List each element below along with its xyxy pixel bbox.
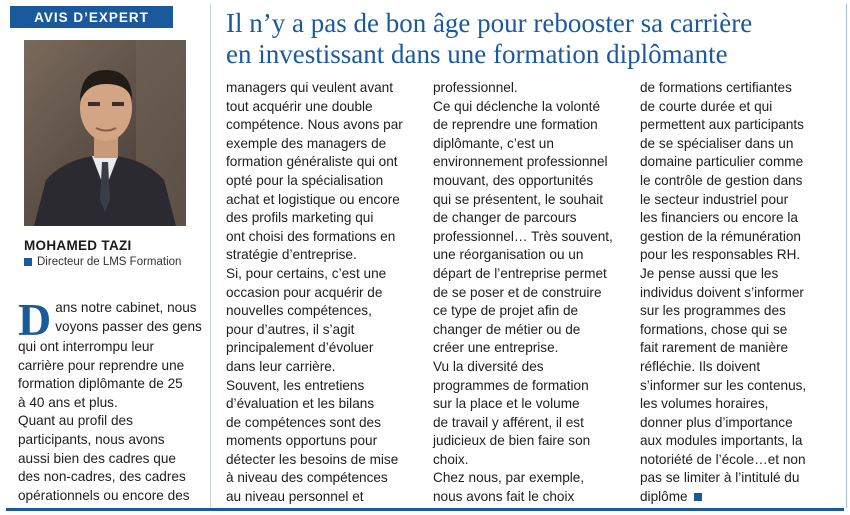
intro-line: ans notre cabinet, nous [55, 300, 197, 315]
text-line: Souvent, les entretiens [226, 377, 365, 393]
text-line: managers qui veulent avant [226, 80, 394, 95]
text-line: créer une entreprise. [433, 340, 559, 356]
text-line: fait rarement de manière [640, 340, 789, 356]
text-line: stratégie d’entreprise. [226, 247, 357, 263]
text-line: formation généraliste qui ont [226, 154, 398, 170]
text-line: judicieux de bien faire son [433, 433, 591, 449]
text-line: opérationnels ou encore des [18, 487, 190, 503]
text-line: tout acquérir une double [226, 98, 373, 114]
text-line: s’informer sur les contenus, [640, 377, 807, 393]
text-line: sur la place et le volume [433, 396, 580, 412]
text-line: occasion pour acquérir de [226, 284, 383, 300]
text-line: au niveau personnel et [226, 489, 364, 505]
text-line: nouvelles compétences, [226, 303, 372, 319]
text-line: Chez nous, par exemple, [433, 470, 585, 486]
text-line: le secteur industriel pour [640, 191, 789, 207]
text-line: domaine particulier comme [640, 154, 804, 170]
text-line: le contrôle de gestion dans [640, 172, 803, 188]
text-line: une réorganisation ou un [433, 247, 584, 263]
text-line: les volumes horaires, [640, 396, 769, 412]
author-name: MOHAMED TAZI [24, 238, 132, 253]
text-line: mouvant, des opportunités [433, 172, 594, 188]
text-line: d’évaluation et les bilans [226, 396, 375, 412]
intro-body [18, 338, 204, 505]
text-line: gestion de la rémunération [640, 228, 801, 244]
bottom-border [6, 508, 844, 511]
text-line: à niveau des compétences [226, 470, 388, 486]
text-line: formation diplômante de 25 [18, 376, 183, 392]
text-line: participants, nous avons [18, 431, 165, 447]
text-line: achat et logistique ou encore [226, 191, 400, 207]
text-line: à 40 ans et plus. [18, 394, 118, 410]
headline-line-1: Il n’y a pas de bon âge pour rebooster sa carrière [226, 8, 753, 38]
text-line: de travail y afférent, il est [433, 414, 584, 430]
text-line: changer de métier ou de [433, 321, 581, 337]
text-line: des profils marketing qui [226, 210, 374, 226]
text-line: pour les responsables RH. [640, 247, 801, 263]
text-line: professionnel… Très souvent, [433, 228, 613, 244]
text-line: exemple des managers de [226, 135, 387, 151]
text-line: de changer de parcours [433, 210, 577, 226]
text-line: aussi bien des cadres que [18, 450, 176, 466]
text-line: des non-cadres, des cadres [18, 469, 186, 485]
text-line: formations, chose qui se [640, 321, 788, 337]
end-of-article-icon [694, 493, 702, 501]
text-line: les financiers ou encore la [640, 210, 798, 226]
section-label: AVIS D’EXPERT [10, 6, 173, 28]
text-line: de compétences sont des [226, 414, 381, 430]
text-column-3 [640, 79, 838, 507]
text-line: programmes de formation [433, 377, 589, 393]
text-line: pour d’autres, il s’agit [226, 321, 355, 337]
text-line: environnement professionnel [433, 154, 608, 170]
text-line: nous avons fait le choix [433, 489, 575, 505]
text-line: ont choisi des formations en [226, 228, 396, 244]
text-line: qui se présentent, le souhait [433, 191, 604, 207]
headline-line-2: en investissant dans une formation diplômante [226, 39, 728, 69]
text-line: Si, pour certains, c’est une [226, 265, 387, 281]
text-line: Ce qui déclenche la volonté [433, 98, 601, 114]
text-column-2 [433, 79, 633, 507]
text-line: Je pense aussi que les [640, 265, 779, 281]
text-line: réfléchie. Ils doivent [640, 358, 761, 374]
text-line: principalement d’évoluer [226, 340, 374, 356]
text-line: dans leur carrière. [226, 358, 336, 374]
text-line: notoriété de l’école…et non [640, 451, 806, 467]
text-line: de se poser et de construire [433, 284, 602, 300]
text-line: permettent aux participants [640, 117, 804, 133]
right-border [846, 4, 847, 508]
author-role-text: Directeur de LMS Formation [37, 256, 182, 268]
column-divider [210, 4, 211, 508]
text-line: de reprendre une formation [433, 117, 598, 133]
text-line: de se spécialiser dans un [640, 135, 794, 151]
text-line: de formations certifiantes [640, 80, 792, 95]
text-line: diplôme [640, 488, 838, 507]
text-line: compétence. Nous avons par [226, 117, 403, 133]
headline [226, 8, 836, 70]
text-line: de courte durée et qui [640, 98, 773, 114]
text-line: donner plus d’importance [640, 414, 793, 430]
text-line: opté pour la spécialisation [226, 172, 384, 188]
text-line: départ de l’entreprise permet [433, 265, 607, 281]
text-line: détecter les besoins de mise [226, 451, 399, 467]
text-line: sur les programmes des [640, 303, 786, 319]
author-photo [24, 40, 186, 226]
text-line: Vu la diversité des [433, 358, 544, 374]
author-role [24, 256, 181, 268]
square-bullet-icon [24, 258, 32, 266]
text-line: aux modules importants, la [640, 433, 803, 449]
text-line: choix. [433, 451, 469, 467]
text-column-1 [226, 79, 422, 507]
text-line: carrière pour reprendre une [18, 357, 185, 373]
text-line: diplômante, c’est un [433, 135, 554, 151]
intro-line: voyons passer des gens [55, 318, 202, 334]
drop-cap: D [18, 294, 52, 345]
text-line: ce type de projet afin de [433, 303, 579, 319]
intro-column [18, 294, 204, 505]
text-line: professionnel. [433, 80, 518, 95]
text-line: pas se limiter à l’intitulé du [640, 470, 800, 486]
portrait-image [24, 40, 186, 226]
text-line: qui ont interrompu leur [18, 339, 155, 354]
text-line: moments opportuns pour [226, 433, 378, 449]
text-line: individus doivent s’informer [640, 284, 804, 300]
text-line: Quant au profil des [18, 413, 133, 429]
